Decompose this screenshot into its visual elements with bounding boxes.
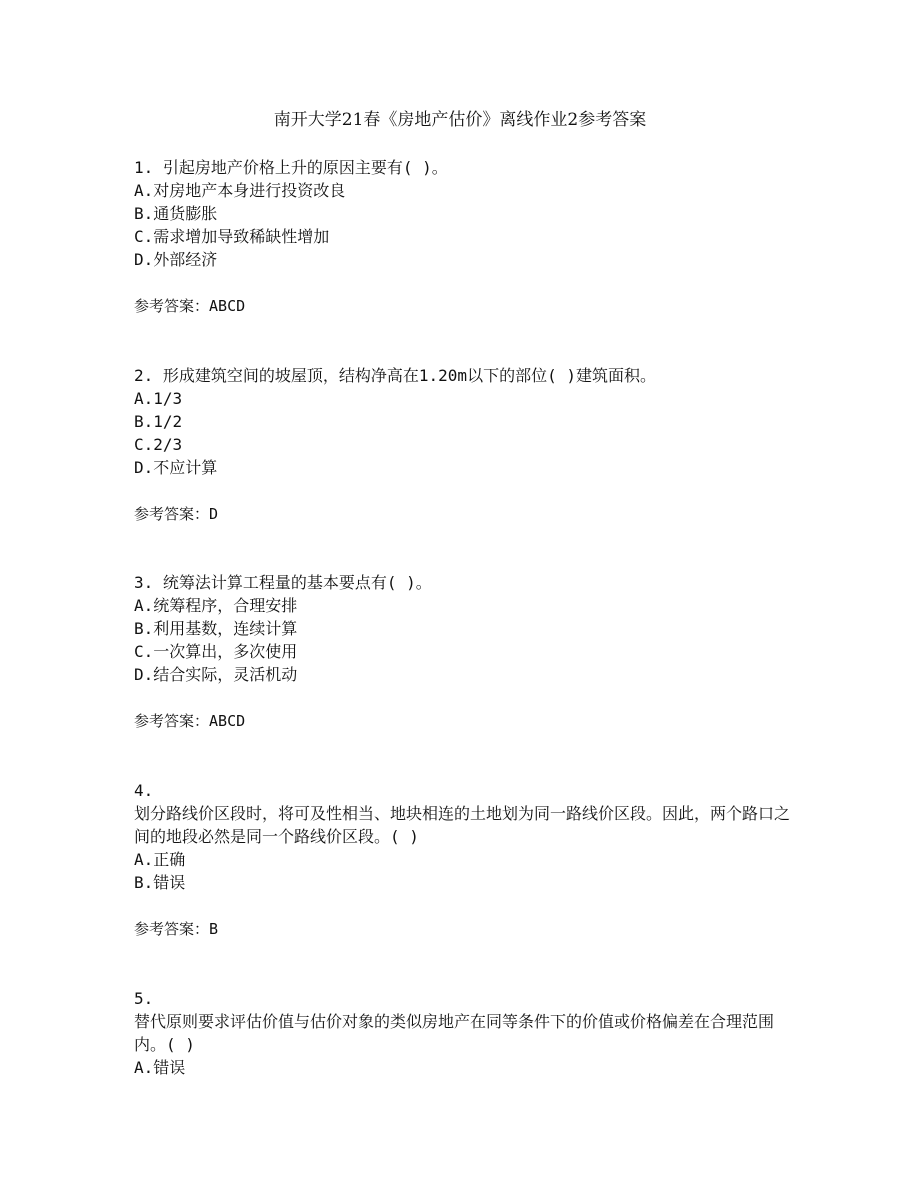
- reference-answer: [134, 295, 794, 318]
- question-3: [134, 571, 794, 733]
- reference-answer: [134, 503, 794, 526]
- question-number: 5.: [134, 989, 154, 1008]
- option-a: A.对房地产本身进行投资改良: [134, 181, 346, 200]
- option-c: C.2/3: [134, 435, 183, 454]
- answer-value: ABCD: [209, 712, 246, 730]
- option-d: D.不应计算: [134, 458, 218, 477]
- question-stem: 1. 引起房地产价格上升的原因主要有( )。: [134, 158, 448, 177]
- option-a: A.正确: [134, 850, 186, 869]
- option-a: A.1/3: [134, 389, 183, 408]
- option-b: B.通货膨胀: [134, 204, 218, 223]
- question-1: [134, 156, 794, 318]
- option-b: B.利用基数，连续计算: [134, 619, 298, 638]
- reference-answer: [134, 918, 794, 941]
- option-c: C.需求增加导致稀缺性增加: [134, 227, 330, 246]
- option-c: C.一次算出，多次使用: [134, 642, 298, 661]
- answer-label: 参考答案：: [134, 505, 210, 523]
- option-a: A.错误: [134, 1058, 186, 1077]
- question-number: 4.: [134, 781, 154, 800]
- question-stem: 3. 统筹法计算工程量的基本要点有( )。: [134, 573, 432, 592]
- question-stem: 替代原则要求评估价值与估价对象的类似房地产在同等条件下的价值或价格偏差在合理范围内。( ): [134, 1012, 775, 1054]
- question-5: [134, 987, 794, 1079]
- reference-answer: [134, 710, 794, 733]
- answer-label: 参考答案：: [134, 712, 210, 730]
- option-d: D.结合实际，灵活机动: [134, 665, 298, 684]
- document-title: 南开大学21春《房地产估价》离线作业2参考答案: [273, 110, 647, 130]
- answer-label: 参考答案：: [134, 920, 210, 938]
- option-a: A.统筹程序，合理安排: [134, 596, 298, 615]
- question-4: [134, 779, 794, 941]
- question-stem: 2. 形成建筑空间的坡屋顶，结构净高在1.20m以下的部位( )建筑面积。: [134, 366, 656, 385]
- answer-value: ABCD: [209, 297, 246, 315]
- answer-value: D: [209, 505, 219, 523]
- question-stem: 划分路线价区段时，将可及性相当、地块相连的土地划为同一路线价区段。因此，两个路口之间的地段必然是同一个路线价区段。( ): [134, 804, 791, 846]
- question-2: [134, 364, 794, 526]
- answer-label: 参考答案：: [134, 297, 210, 315]
- option-d: D.外部经济: [134, 250, 218, 269]
- option-b: B.错误: [134, 873, 186, 892]
- answer-value: B: [209, 920, 219, 938]
- option-b: B.1/2: [134, 412, 183, 431]
